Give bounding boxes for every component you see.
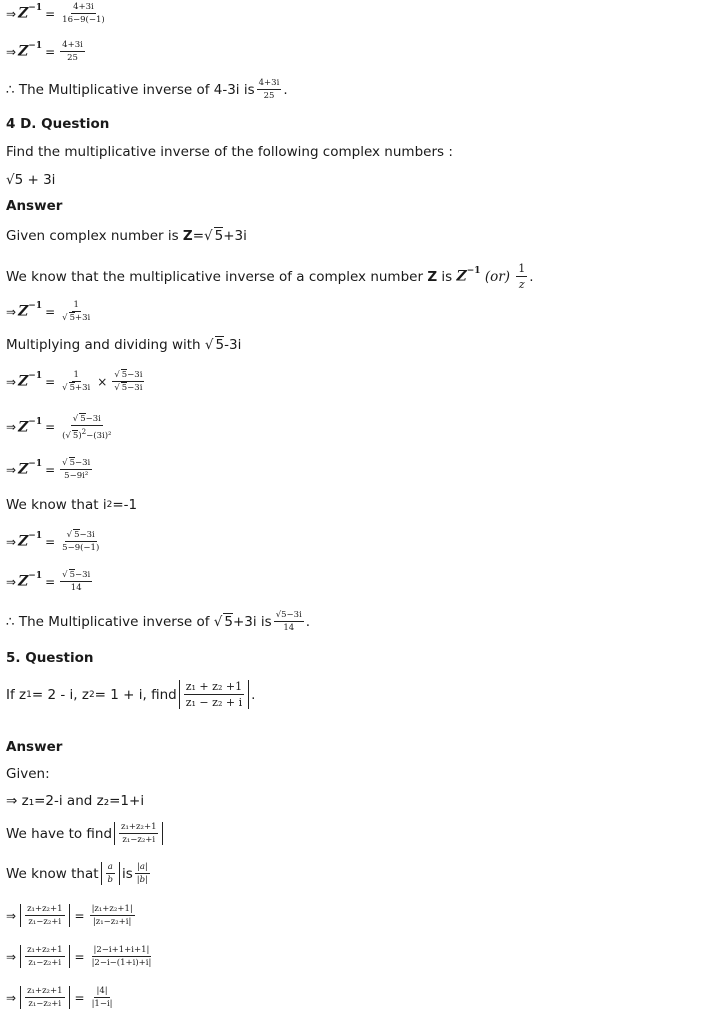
fraction: $\frac{√ 5-3i}{(√ 5)^2-(3i)^2}$ (62, 414, 112, 441)
question-heading: 5. Question (6, 650, 94, 666)
answer-heading: Answer (6, 739, 63, 755)
equation-line: ⇒ $Z^{-1}$ = $\frac{√ 5-3i}{(√ 5)^2-(3i)^2}$ (6, 414, 112, 441)
answer-heading: Answer (6, 198, 63, 214)
given-line: Given complex number is Z = √ 5 +3i (6, 227, 247, 244)
fraction: $\frac{4+3i}{25}$ (258, 78, 280, 101)
identity-line: We know that $\frac{a}{b}$ is $\frac{|a|}{|b|}$ (6, 862, 148, 885)
equation-line: ⇒ $\frac{\text{z₁+z₂+1}}{\text{z₁−z₂+i}}$ = $\frac{\text{|z₁+z₂+1|}}{\text{|z₁−z₂+i|}}$ (6, 904, 133, 927)
conclusion-line: ∴ The Multiplicative inverse of √ 5 +3i is $\frac{√5-3i}{14}$ . (6, 610, 311, 633)
equation-line: ⇒ $Z^{-1}$ = $\frac{√ 5-3i}{14}$ (6, 570, 91, 593)
fraction: $\frac{1}{√ 5+3i}$ (62, 300, 91, 323)
equation-line: ⇒ $Z^{-1}$ = $\frac{√ 5-3i}{5-9(-1)}$ (6, 530, 100, 553)
equation-line: ⇒ $Z^{-1}$ = $\frac{√ 5-3i}{\text{5−9i²}}$ (6, 458, 91, 481)
fraction: $\frac{4+3i}{16-9(-1)}$ (62, 2, 105, 25)
conclusion-line: ∴ The Multiplicative inverse of 4-3i is $\frac{4+3i}{25}$ . (6, 78, 288, 101)
fraction: $\frac{√ 5-3i}{14}$ (62, 570, 91, 593)
question-prompt: Find the multiplicative inverse of the following complex numbers : (6, 144, 453, 160)
fraction: $\frac{√ 5-3i}{5-9(-1)}$ (62, 530, 100, 553)
z-inverse: $Z^{-1}$ (18, 3, 43, 22)
fraction: $\frac{1}{√ 5+3i}$ (62, 370, 91, 393)
equation-line: ⇒ $Z^{-1}$ = $\frac{4+3i}{16-9(-1)}$ (6, 2, 105, 25)
fraction: $\frac{√ 5-3i}{\text{5−9i²}}$ (62, 458, 91, 481)
question-statement: If z 1 = 2 - i, z 2 = 1 + i, find $\frac{\text{z₁ + z₂ +1}}{\text{z₁ − z₂ + i}}$ . (6, 680, 256, 709)
given-label: Given: (6, 766, 50, 782)
fraction: $\frac{√5-3i}{14}$ (275, 610, 302, 633)
implies-arrow: ⇒ (6, 6, 17, 21)
find-line: We have to find $\frac{\text{z₁+z₂+1}}{\text{z₁−z₂+i}}$ (6, 822, 165, 845)
definition-line: We know that the multiplicative inverse of a complex number Z is $Z^{-1}$ (or) $\frac{1}{z}$ . (6, 262, 534, 291)
given-values: ⇒ z₁=2-i and z₂=1+i (6, 793, 145, 809)
equation-line: ⇒ $Z^{-1}$ = $\frac{4+3i}{25}$ (6, 40, 83, 63)
equation-line: ⇒ $Z^{-1}$ = $\frac{1}{√ 5+3i}$ × $\frac{√ 5-3i}{√ 5-3i}$ (6, 370, 143, 393)
identity-line: We know that i 2 =-1 (6, 497, 138, 513)
equation-line: ⇒ $Z^{-1}$ = $\frac{1}{√ 5+3i}$ (6, 300, 91, 323)
equation-line: ⇒ $\frac{\text{z₁+z₂+1}}{\text{z₁−z₂+i}}$ = $\frac{|2-i+1+i+1|}{|2-i-(1+i)+i|}$ (6, 945, 152, 968)
question-number: √5 + 3i (6, 172, 56, 188)
fraction: $\frac{√ 5-3i}{√ 5-3i}$ (114, 370, 143, 393)
question-heading: 4 D. Question (6, 116, 110, 132)
equation-line: ⇒ $\frac{\text{z₁+z₂+1}}{\text{z₁−z₂+i}}$ = $\frac{|4|}{|1-i|}$ (6, 986, 113, 1009)
instruction-line: Multiplying and dividing with √ 5 -3i (6, 336, 242, 353)
fraction: $\frac{1}{z}$ (518, 262, 526, 291)
fraction: $\frac{4+3i}{25}$ (62, 40, 83, 63)
absolute-value: $\frac{\text{z₁ + z₂ +1}}{\text{z₁ − z₂ + i}}$ (179, 680, 249, 709)
